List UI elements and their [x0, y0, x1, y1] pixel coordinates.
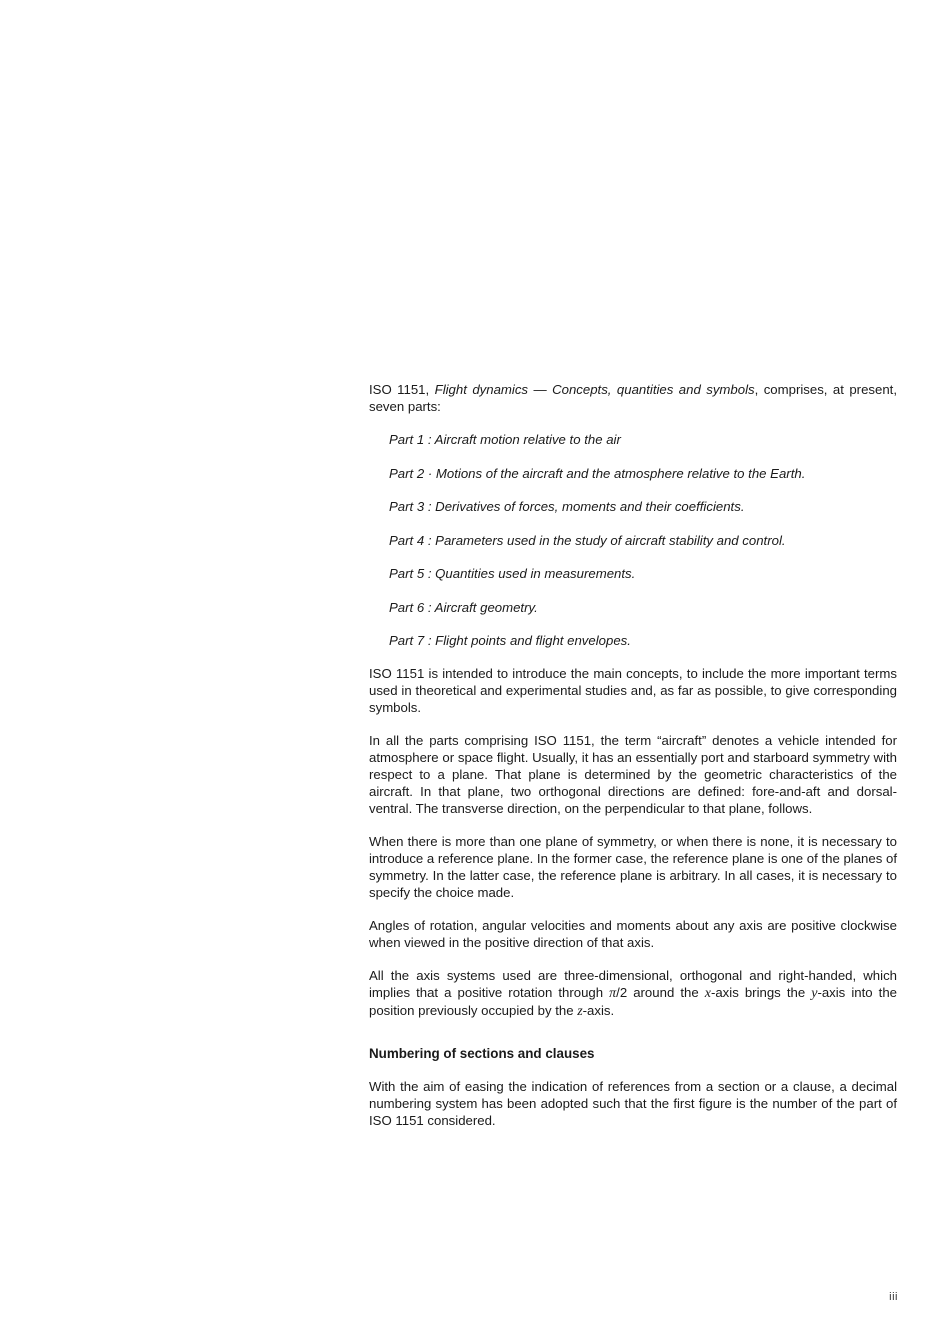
scope-paragraph: ISO 1151 is intended to introduce the main concepts, to include the more important terms used in theoretical and experimental studies and, as far as possible, to give corresponding symbols. — [369, 666, 897, 715]
axis-text-d: -axis into the position previously occupied by the — [369, 985, 897, 1018]
x-symbol: x — [704, 986, 711, 1001]
axis-text-a: All the axis systems used are three-dimensional, orthogonal and right-handed, which implies that a positive rotation through — [369, 968, 897, 1000]
y-symbol: y — [811, 986, 818, 1001]
parts-list — [369, 431, 897, 649]
intro-standard: ISO 1151, — [369, 382, 430, 397]
part-item: Part 2 · Motions of the aircraft and the atmosphere relative to the Earth. — [389, 465, 806, 481]
axis-text-c: -axis brings the — [710, 985, 812, 1000]
intro-title: Flight dynamics — Concepts, quantities and symbols — [434, 382, 755, 397]
numbering-paragraph: With the aim of easing the indication of references from a section or a clause, a decimal numbering system has been adopted such that the first figure is the number of the part of ISO 1151 considered. — [369, 1079, 897, 1128]
part-item: Part 6 : Aircraft geometry. — [389, 599, 538, 615]
intro-paragraph — [369, 381, 897, 415]
document-body — [369, 381, 897, 1145]
part-item: Part 3 : Derivatives of forces, moments and their coefficients. — [389, 499, 745, 514]
z-symbol: z — [577, 1004, 583, 1019]
reference-plane-paragraph: When there is more than one plane of symmetry, or when there is none, it is necessary to introduce a reference plane. In the former case, the reference plane is one of the planes of symmetry. In the latter case, the reference plane is arbitrary. In all cases, it is necessary to specify the choice made. — [369, 834, 897, 900]
part-item: Part 7 : Flight points and flight envelopes. — [389, 633, 631, 648]
section-heading: Numbering of sections and clauses — [369, 1046, 595, 1061]
part-item: Part 5 : Quantities used in measurements. — [389, 566, 636, 581]
aircraft-definition-paragraph: In all the parts comprising ISO 1151, the term “aircraft” denotes a vehicle intended for atmosphere or space flight. Usually, it has an essentially port and starboard symmetry with respect to a plane. That plane is determined by the geometric characteristics of the aircraft. In that plane, two orthogonal directions are defined: fore-and-aft and dorsal-ventral. The transverse direction, on the perpendicular to that plane, follows. — [369, 733, 897, 816]
axis-text-e: -axis. — [582, 1003, 615, 1018]
part-item: Part 1 : Aircraft motion relative to the air — [389, 432, 621, 447]
axis-systems-paragraph — [369, 967, 897, 1020]
pi-symbol: π — [609, 986, 617, 1001]
intro-rest: , comprises, at present, seven parts: — [369, 382, 897, 414]
part-item: Part 4 : Parameters used in the study of aircraft stability and control. — [389, 532, 786, 548]
rotation-sign-paragraph: Angles of rotation, angular velocities and moments about any axis are positive clockwise when viewed in the positive direction of that axis. — [369, 918, 897, 950]
page-number: iii — [889, 1291, 898, 1303]
axis-text-b: /2 around the — [616, 985, 705, 1000]
